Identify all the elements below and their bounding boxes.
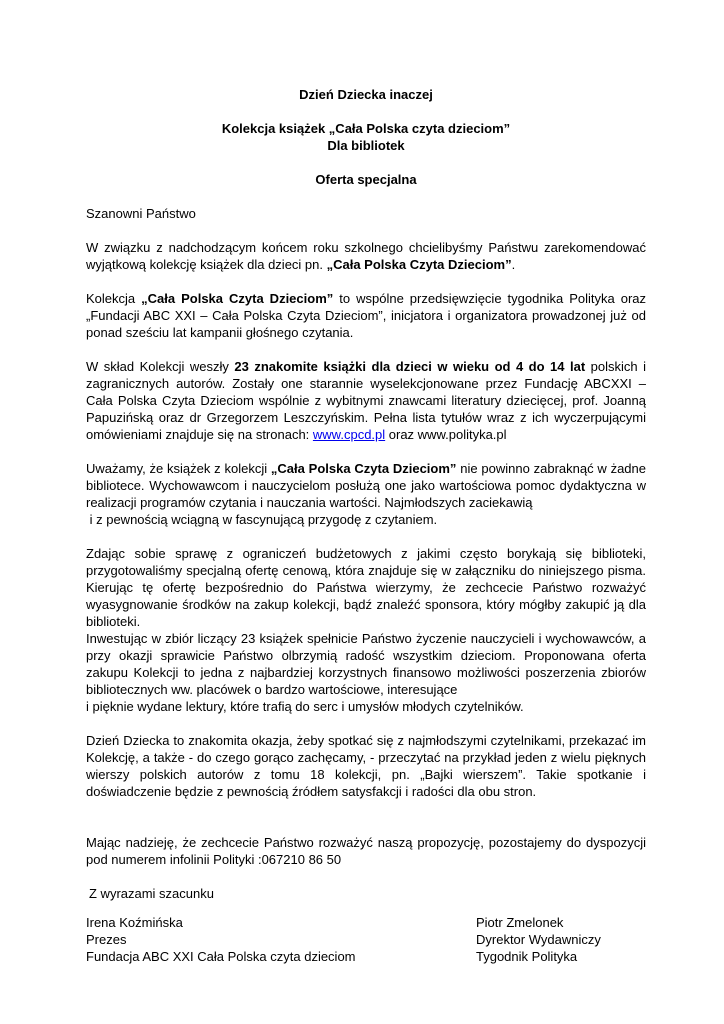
- libraries-heading: Dla bibliotek: [327, 138, 405, 153]
- signature-right: [470, 914, 646, 965]
- letter-page: [86, 86, 646, 965]
- signer-role: Prezes: [86, 932, 127, 947]
- paragraph-intro: W związku z nadchodzącym końcem roku szkolnego chcielibyśmy Państwu zarekomendować wyjątkową kolekcję książek dla dzieci pn. „Cała Polska Czyta Dzieciom”.: [86, 240, 646, 272]
- cpcd-link[interactable]: www.cpcd.pl: [312, 427, 386, 442]
- signer-name: Irena Koźmińska: [86, 915, 183, 930]
- paragraph-contents: W skład Kolekcji weszły 23 znakomite książki dla dzieci w wieku od 4 do 14 lat polskich i zagranicznych autorów. Zostały one starannie wyselekcjonowane przez Fundację ABCXXI – Cała Polska Czyta Dzieciom wspólnie z wybitnymi znawcami literatury dziecięcej, prof. Joanną Papuzińską oraz dr Grzegorzem Leszczyńskim. Pełna lista tytułów wraz z ich wyczerpującymi omówieniami znajduje się na stronach: www.cpcd.pl oraz www.polityka.pl: [86, 359, 646, 442]
- signer-role: Dyrektor Wydawniczy: [476, 932, 601, 947]
- signer-name: Piotr Zmelonek: [476, 915, 564, 930]
- paragraph-childrens-day: Dzień Dziecka to znakomita okazja, żeby spotkać się z najmłodszymi czytelnikami, przekazać im Kolekcję, a także - do czego gorąco zachęcamy, - przeczytać na przykład jeden z wielu pięknych wierszy polskich autorów z tomu 18 kolekcji, pn. „Bajki wierszem”. Takie spotkanie i doświadczenie będzie z pewnością źródłem satysfakcji i radości dla obu stron.: [86, 733, 646, 799]
- collection-name: „Cała Polska Czyta Dzieciom”: [141, 291, 334, 306]
- paragraph-investment: Inwestując w zbiór liczący 23 książek spełnicie Państwo życzenie nauczycieli i wychowawców, a przy okazji sprawicie Państwo olbrzymią radość wszystkim dzieciom. Proponowana oferta zakupu Kolekcji to jedna z najbardziej korzystnych finansowo możliwości poszerzenia zbiorów bibliotecznych ww. placówek o bardzo wartościowe, interesujące: [86, 631, 646, 697]
- books-count-highlight: 23 znakomite książki dla dzieci w wieku od 4 do 14 lat: [234, 359, 586, 374]
- paragraph-collection: Kolekcja „Cała Polska Czyta Dzieciom” to wspólne przedsięwzięcie tygodnika Polityka oraz „Fundacji ABC XXI – Cała Polska Czyta Dzieciom”, inicjatora i organizatora prowadzonej już od ponad sześciu lat kampanii głośnego czytania.: [86, 291, 647, 340]
- signer-organization: Tygodnik Polityka: [476, 949, 578, 964]
- paragraph-offer: Zdając sobie sprawę z ograniczeń budżetowych z jakimi często borykają się biblioteki, przygotowaliśmy specjalną ofertę cenową, która znajduje się w załączniku do niniejszego pisma. Kierując tę ofertę bezpośrednio do Państwa wierzymy, że zechcecie Państwo rozważyć wyasygnowanie środków na zakup kolekcji, bądź znaleźć sponsora, który mógłby zakupić ją dla biblioteki.: [86, 546, 646, 629]
- collection-name: „Cała Polska Czyta Dzieciom”: [326, 257, 512, 272]
- closing: Z wyrazami szacunku: [89, 886, 214, 901]
- signer-organization: Fundacja ABC XXI Cała Polska czyta dzieciom: [86, 949, 356, 964]
- offer-heading: Oferta specjalna: [315, 172, 417, 187]
- paragraph-recommendation: Uważamy, że książek z kolekcji „Cała Polska Czyta Dzieciom” nie powinno zabraknąć w żadne bibliotece. Wychowawcom i nauczycielom posłużą one jako wartościowa pomoc dydaktyczna w realizacji programów czytania i nauczania wartości. Najmłodszych zaciekawią: [86, 461, 646, 510]
- paragraph-recommendation-line2: i z pewnością wciągną w fascynującą przygodę z czytaniem.: [86, 512, 438, 527]
- collection-name: „Cała Polska Czyta Dzieciom”: [270, 461, 457, 476]
- salutation: Szanowni Państwo: [86, 206, 196, 221]
- paragraph-investment-end: i pięknie wydane lektury, które trafią do serc i umysłów młodych czytelników.: [86, 699, 524, 714]
- signatures: [86, 914, 646, 965]
- signature-left: [86, 914, 416, 965]
- collection-heading: Kolekcja książek „Cała Polska czyta dzieciom”: [221, 121, 511, 136]
- paragraph-contact: Mając nadzieję, że zechcecie Państwo rozważyć naszą propozycję, pozostajemy do dyspozycji pod numerem infolinii Polityki :067210 86 50: [86, 835, 646, 867]
- letter-title: Dzień Dziecka inaczej: [299, 87, 433, 102]
